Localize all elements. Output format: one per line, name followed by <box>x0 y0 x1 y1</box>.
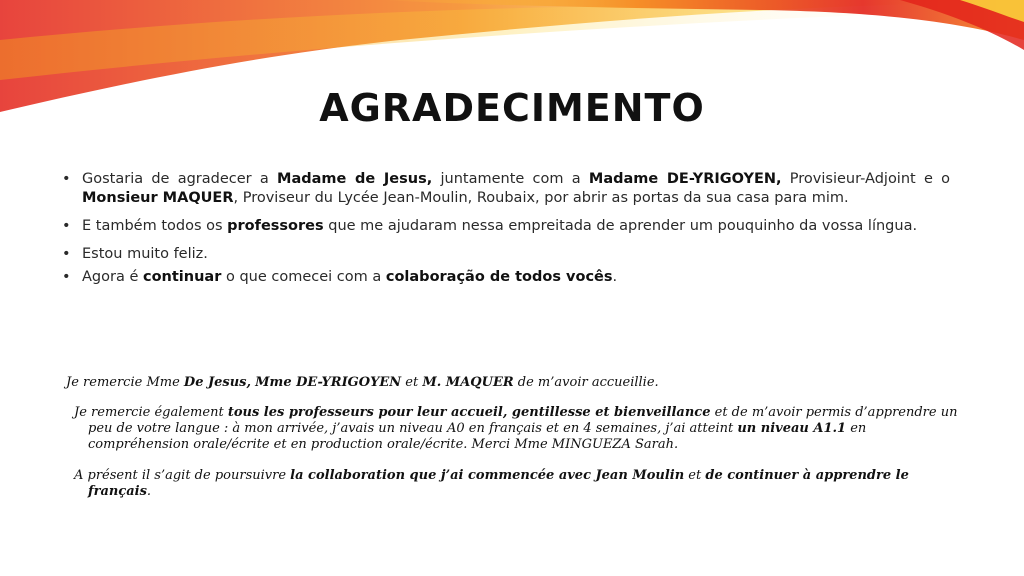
french-line <box>74 421 974 437</box>
french-bold: la collaboration que j’ai commencée avec Jean Moulin <box>290 468 685 483</box>
french-text: et de m’avoir permis d’apprendre un <box>710 405 958 420</box>
bullet-bold: Madame DE-YRIGOYEN, <box>588 171 782 187</box>
french-paragraph-1 <box>66 375 966 391</box>
bullet-item-teachers <box>60 217 950 236</box>
bullet-text: Agora é <box>82 269 143 285</box>
bullet-text: Estou muito feliz. <box>82 246 208 262</box>
bullet-text: , Proviseur du Lycée Jean-Moulin, Roubaix, por abrir as portas da sua casa para mim. <box>233 190 849 206</box>
bullet-item-happy <box>60 245 950 264</box>
bullet-list <box>60 170 950 287</box>
french-bold: M. MAQUER <box>422 375 514 390</box>
french-text: Je remercie également <box>74 405 228 420</box>
bullet-text: Gostaria de agradecer a <box>82 171 278 187</box>
bullet-bold: Madame de Jesus, <box>277 171 433 187</box>
french-line <box>74 484 974 500</box>
french-bold: un niveau A1.1 <box>737 421 847 436</box>
french-text: de m’avoir accueillie. <box>513 375 659 390</box>
bullet-text: o que comecei com a <box>221 269 386 285</box>
french-text: . <box>146 484 152 499</box>
bullet-text: juntamente com a <box>432 171 589 187</box>
bullet-text: . <box>612 269 618 285</box>
bullet-bold: continuar <box>142 269 222 285</box>
bullet-item-continue <box>60 268 950 287</box>
french-bold: Mme DE-YRIGOYEN <box>255 375 402 390</box>
bullet-item-thanks <box>60 170 950 208</box>
bullet-bold: Monsieur MAQUER <box>82 190 234 206</box>
french-bold: De Jesus, <box>183 375 252 390</box>
french-text: peu de votre langue : à mon arrivée, j’avais un niveau A0 en français et en 4 semaines, j’ai atteint <box>88 421 738 436</box>
french-line: compréhension orale/écrite et en production orale/écrite. Merci Mme MINGUEZA Sarah. <box>88 437 679 452</box>
french-text: et <box>684 468 706 483</box>
bullet-text: E também todos os <box>82 218 228 234</box>
french-bold: français <box>88 484 147 499</box>
french-text: Je remercie Mme <box>66 375 184 390</box>
slide-title: AGRADECIMENTO <box>319 86 705 130</box>
french-paragraph-2 <box>74 405 974 453</box>
bullet-bold: professores <box>227 218 324 234</box>
french-text: et <box>401 375 423 390</box>
french-paragraph-3 <box>74 468 974 500</box>
french-bold: tous les professeurs pour leur accueil, gentillesse et bienveillance <box>227 405 711 420</box>
bullet-bold: colaboração de todos vocês <box>385 269 613 285</box>
bullet-text: Provisieur-Adjoint e o <box>781 171 950 187</box>
bullet-text: que me ajudaram nessa empreitada de aprender um pouquinho da vossa língua. <box>323 218 918 234</box>
french-text: A présent il s’agit de poursuivre <box>74 468 291 483</box>
french-text: en <box>846 421 867 436</box>
french-bold: de continuer à apprendre le <box>705 468 909 483</box>
